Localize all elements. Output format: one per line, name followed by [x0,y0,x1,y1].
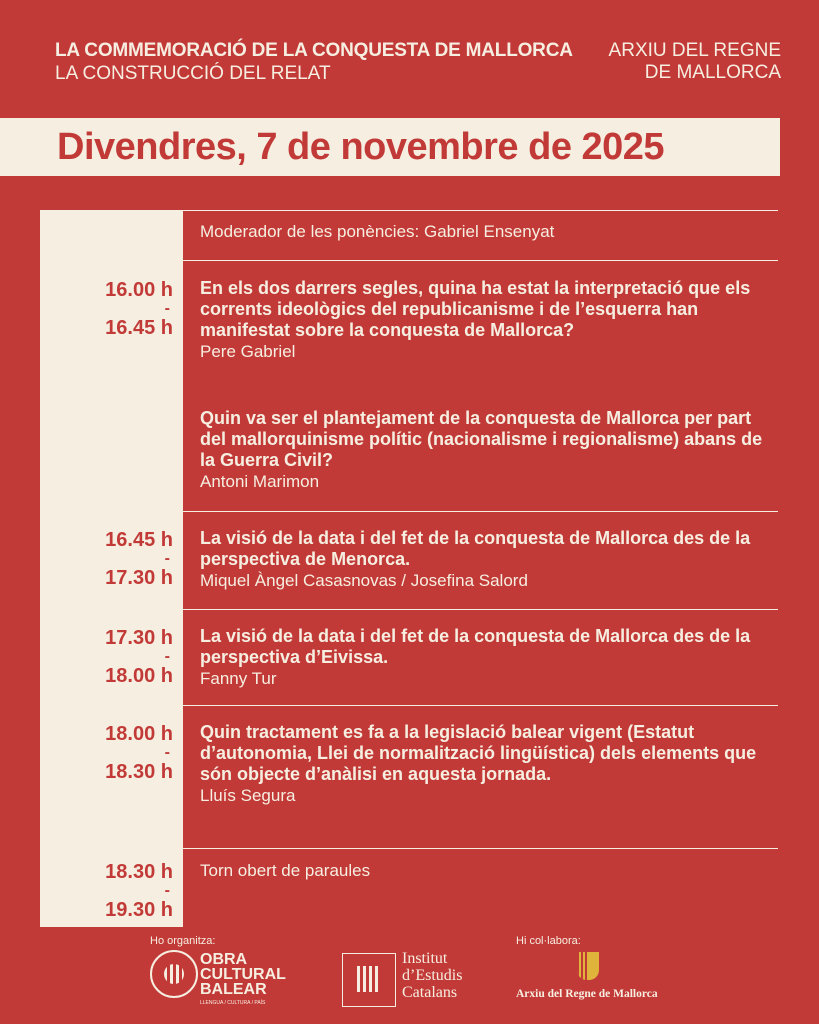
talk-title: La visió de la data i del fet de la conquesta de Mallorca des de la perspectiva de Menorca. [200,528,751,569]
session-time [40,278,173,340]
ocb-line2: CULTURAL [200,966,286,983]
page-date: Divendres, 7 de novembre de 2025 [57,126,665,168]
start-time: 18.00 h [105,723,173,745]
session-time [40,722,173,784]
talk-speaker: Antoni Marimon [200,472,320,491]
organizes-label: Ho organitza: [150,935,216,947]
talk-speaker: Miquel Àngel Casasnovas / Josefina Salord [200,571,528,590]
talk-speaker: Pere Gabriel [200,342,296,361]
talk-speaker: Fanny Tur [200,669,277,688]
session-time [40,528,173,590]
session-time [40,860,173,922]
end-time: 18.30 h [105,761,173,783]
date-band [0,118,780,176]
header-left [55,40,573,85]
time-dash: - [164,744,170,761]
divider [40,511,778,512]
divider [40,260,778,261]
event-title: LA COMMEMORACIÓ DE LA CONQUESTA DE MALLORCA [55,40,573,61]
iec-seal-icon [342,953,396,1007]
end-time: 17.30 h [105,567,173,589]
arm-shield-icon [577,952,599,980]
moderator: Moderador de les ponències: Gabriel Ensenyat [200,222,555,241]
talk [200,408,770,492]
time-dash: - [164,550,170,567]
ocb-tagline: LLENGUA / CULTURA / PAÍS [200,1000,266,1006]
institution-line1: ARXIU DEL REGNE [608,40,781,61]
talk [200,722,770,806]
ocb-line1: OBRA [200,951,248,968]
session-time [40,626,173,688]
talk-speaker: Lluís Segura [200,786,296,805]
talk-title: En els dos darrers segles, quina ha estat la interpretació que els corrents ideològics del republicanisme i de l’esquerra han manifestat sobre la conquesta de Mallorca? [200,278,751,340]
talk [200,528,770,591]
talk-speaker: Torn obert de paraules [200,861,371,880]
end-time: 18.00 h [105,665,173,687]
institution-line2: DE MALLORCA [644,62,781,83]
start-time: 17.30 h [105,627,173,649]
collaborates-label: Hi col·labora: [516,935,581,947]
divider [40,210,778,211]
talk [200,278,770,362]
iec-line1: Institut [402,950,448,967]
ocb-logo-text [200,952,286,997]
iec-line3: Catalans [402,984,458,1001]
arm-logo-text: Arxiu del Regne de Mallorca [516,988,658,1000]
time-dash: - [164,648,170,665]
end-time: 19.30 h [105,899,173,921]
divider [40,705,778,706]
time-dash: - [164,300,170,317]
divider [40,609,778,610]
talk-title: Quin va ser el plantejament de la conquesta de Mallorca per part del mallorquinisme polític (nacionalisme i regionalisme) abans de la Guerra Civil? [200,408,763,470]
ocb-logo-icon [150,950,198,998]
header-right [609,40,781,84]
time-dash: - [164,882,170,899]
talk [200,626,770,689]
talk-title: La visió de la data i del fet de la conquesta de Mallorca des de la perspectiva d’Eivissa. [200,626,751,667]
event-subtitle: LA CONSTRUCCIÓ DEL RELAT [55,63,331,84]
divider [40,848,778,849]
start-time: 16.00 h [105,279,173,301]
ocb-line3: BALEAR [200,981,267,998]
start-time: 18.30 h [105,861,173,883]
talk [200,860,770,881]
talk-title: Quin tractament es fa a la legislació balear vigent (Estatut d’autonomia, Llei de normalització lingüística) dels elements que són objecte d’anàlisi en aquesta jornada. [200,722,757,784]
end-time: 16.45 h [105,317,173,339]
start-time: 16.45 h [105,529,173,551]
iec-logo-text [402,950,462,1001]
iec-line2: d’Estudis [402,967,463,984]
